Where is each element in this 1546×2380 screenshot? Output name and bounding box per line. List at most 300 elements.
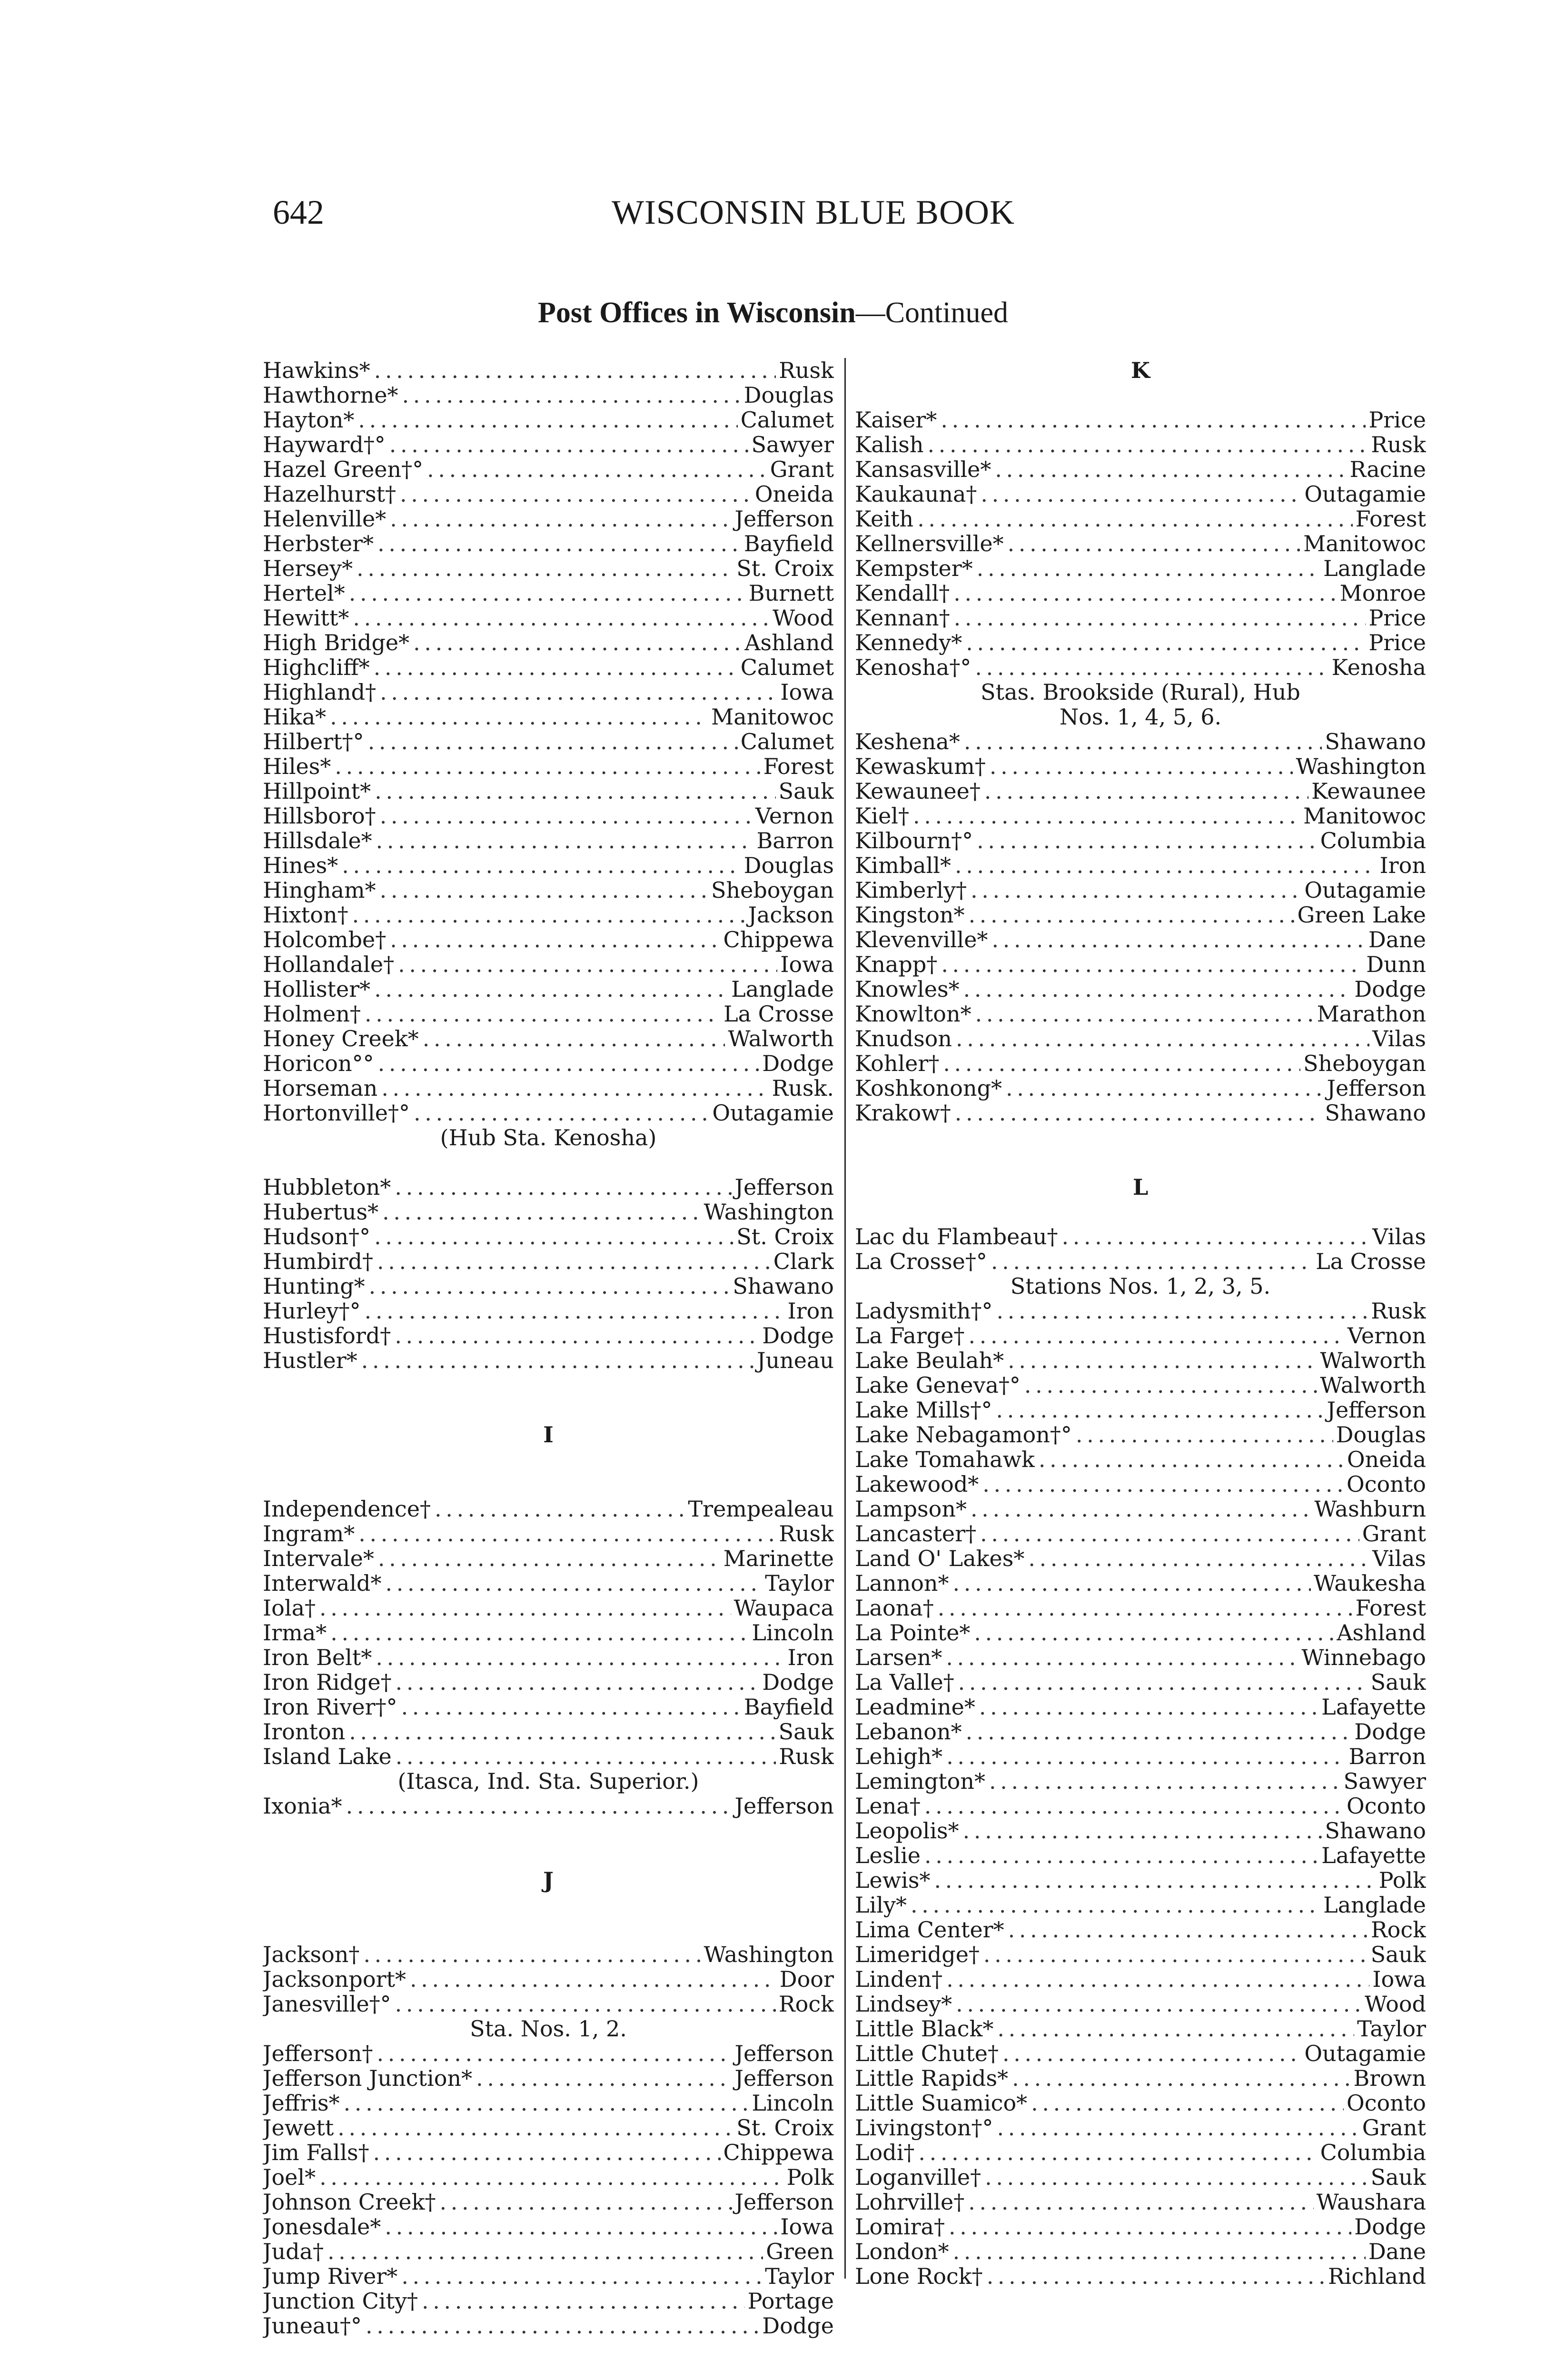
dot-leader xyxy=(342,853,741,878)
post-office-entry xyxy=(855,482,1426,506)
post-office-entry xyxy=(263,952,834,977)
post-office-entry xyxy=(263,556,834,581)
post-office-name: Jonesdale* xyxy=(263,2214,381,2239)
post-office-name: Hunting* xyxy=(263,1274,365,1299)
post-office-entry xyxy=(263,605,834,630)
county-name: Iron xyxy=(787,1299,834,1323)
county-name: Kewaunee xyxy=(1311,779,1426,803)
post-office-name: Iron Belt* xyxy=(263,1645,372,1670)
dot-leader xyxy=(349,581,746,605)
dot-leader xyxy=(382,1200,701,1224)
post-office-entry xyxy=(263,2066,834,2091)
county-name: Forest xyxy=(763,754,834,779)
post-office-name: Lake Geneva†° xyxy=(855,1373,1021,1398)
post-office-name: Linden† xyxy=(855,1967,943,1992)
county-name: Columbia xyxy=(1320,828,1426,853)
county-name: La Crosse xyxy=(723,1002,834,1026)
county-name: Douglas xyxy=(1336,1422,1426,1447)
dot-leader xyxy=(955,853,1377,878)
dot-leader xyxy=(943,1051,1300,1076)
county-name: Dodge xyxy=(762,1323,834,1348)
post-office-name: Hillsdale* xyxy=(263,828,372,853)
dot-leader xyxy=(941,952,1363,977)
dot-leader xyxy=(376,828,754,853)
county-name: Lincoln xyxy=(752,2091,834,2115)
alphabet-heading: K xyxy=(1131,357,1150,383)
county-name: Portage xyxy=(747,2289,834,2313)
county-name: Jefferson xyxy=(734,2190,834,2214)
dot-leader xyxy=(963,977,1352,1002)
dot-leader xyxy=(991,1249,1313,1274)
dot-leader xyxy=(980,1521,1359,1546)
post-office-name: Highcliff* xyxy=(263,655,370,680)
dot-leader xyxy=(380,680,777,704)
post-office-name: Hertel* xyxy=(263,581,345,605)
dot-leader xyxy=(1008,531,1301,556)
dot-leader xyxy=(977,828,1317,853)
dot-leader xyxy=(349,1719,775,1744)
post-office-entry xyxy=(855,407,1426,432)
county-name: Langlade xyxy=(731,977,834,1002)
post-office-name: High Bridge* xyxy=(263,630,410,655)
county-name: Oconto xyxy=(1347,1794,1426,1818)
post-office-name: Livingston†° xyxy=(855,2115,993,2140)
post-office-name: Hurley†° xyxy=(263,1299,361,1323)
post-office-name: Kempster* xyxy=(855,556,973,581)
post-office-name: Kennan† xyxy=(855,605,950,630)
post-office-entry xyxy=(263,2115,834,2140)
post-office-entry xyxy=(263,2091,834,2115)
post-office-entry xyxy=(855,432,1426,457)
county-name: Wood xyxy=(773,605,834,630)
column-divider xyxy=(844,358,846,2279)
post-office-entry xyxy=(855,2041,1426,2066)
county-name: Washington xyxy=(704,1942,834,1967)
post-office-entry xyxy=(855,1769,1426,1794)
dot-leader xyxy=(353,605,770,630)
dot-leader xyxy=(352,902,745,927)
dot-leader xyxy=(934,1868,1376,1893)
post-office-name: Jefferson† xyxy=(263,2041,373,2066)
county-name: Green xyxy=(766,2239,834,2264)
post-office-entry xyxy=(855,1002,1426,1026)
post-office-entry xyxy=(855,754,1426,779)
post-office-name: Jackson† xyxy=(263,1942,360,1967)
post-office-entry xyxy=(263,506,834,531)
post-office-entry xyxy=(855,1917,1426,1942)
county-name: Washington xyxy=(704,1200,834,1224)
dot-leader xyxy=(995,457,1347,482)
dot-leader xyxy=(330,704,708,729)
post-office-entry xyxy=(855,2091,1426,2115)
post-office-name: Island Lake xyxy=(263,1744,392,1769)
post-office-name: Lily* xyxy=(855,1893,907,1917)
post-office-name: Junction City† xyxy=(263,2289,418,2313)
county-name: Grant xyxy=(770,457,834,482)
county-name: Walworth xyxy=(728,1026,834,1051)
post-office-name: Kimberly† xyxy=(855,878,967,902)
post-office-entry xyxy=(855,1249,1426,1274)
county-name: Rusk. xyxy=(772,1076,834,1101)
post-office-name: Herbster* xyxy=(263,531,374,556)
post-office-entry xyxy=(855,1893,1426,1917)
post-office-name: Horicon°° xyxy=(263,1051,374,1076)
dot-leader xyxy=(398,952,777,977)
county-name: Marinette xyxy=(723,1546,834,1571)
county-name: Jefferson xyxy=(734,2041,834,2066)
post-office-entry xyxy=(263,1571,834,1596)
dot-leader xyxy=(335,754,760,779)
county-name: Barron xyxy=(756,828,834,853)
county-name: Waupaca xyxy=(733,1596,834,1620)
post-office-name: Holcombe† xyxy=(263,927,386,952)
dot-leader xyxy=(924,1843,1318,1868)
spacer xyxy=(263,1373,834,1422)
dot-leader xyxy=(977,556,1320,581)
post-office-entry xyxy=(263,754,834,779)
county-name: Shawano xyxy=(733,1274,834,1299)
post-office-name: Ingram* xyxy=(263,1521,355,1546)
post-office-name: Kiel† xyxy=(855,803,910,828)
county-name: Shawano xyxy=(1325,729,1426,754)
post-office-entry xyxy=(263,2165,834,2190)
dot-leader xyxy=(956,1026,1369,1051)
dot-leader xyxy=(377,531,741,556)
dot-leader xyxy=(968,2190,1313,2214)
county-name: Marathon xyxy=(1317,1002,1426,1026)
county-name: Columbia xyxy=(1320,2140,1426,2165)
post-office-entry xyxy=(263,1026,834,1051)
dot-leader xyxy=(395,1992,776,2016)
county-name: Winnebago xyxy=(1301,1645,1426,1670)
county-name: Sauk xyxy=(778,1719,834,1744)
dot-leader xyxy=(400,482,752,506)
post-office-name: Jefferson Junction* xyxy=(263,2066,473,2091)
post-office-name: Joel* xyxy=(263,2165,316,2190)
post-office-entry xyxy=(263,1175,834,1200)
county-name: Dodge xyxy=(762,2313,834,2338)
county-name: Shawano xyxy=(1325,1101,1426,1125)
post-office-name: Juda† xyxy=(263,2239,324,2264)
county-name: Forest xyxy=(1355,1596,1426,1620)
county-name: Calumet xyxy=(740,655,834,680)
post-office-name: Intervale* xyxy=(263,1546,374,1571)
county-name: Sawyer xyxy=(1343,1769,1426,1794)
dot-leader xyxy=(949,2214,1351,2239)
county-name: Outagamie xyxy=(712,1101,834,1125)
post-office-entry xyxy=(855,2165,1426,2190)
post-office-entry xyxy=(263,729,834,754)
post-office-name: Hixton† xyxy=(263,902,348,927)
post-office-name: Lena† xyxy=(855,1794,921,1818)
dot-leader xyxy=(402,383,741,407)
post-office-entry xyxy=(263,1942,834,1967)
post-office-name: Interwald* xyxy=(263,1571,382,1596)
post-office-name: Lomira† xyxy=(855,2214,945,2239)
dot-leader xyxy=(1076,1422,1333,1447)
county-name: Ashland xyxy=(744,630,834,655)
dot-leader xyxy=(427,457,767,482)
post-office-entry xyxy=(263,680,834,704)
post-office-entry xyxy=(263,2239,834,2264)
post-office-entry xyxy=(855,556,1426,581)
dot-leader xyxy=(953,1571,1311,1596)
post-office-name: Humbird† xyxy=(263,1249,373,1274)
post-office-entry xyxy=(263,828,834,853)
post-office-entry xyxy=(263,927,834,952)
post-office-entry xyxy=(855,1348,1426,1373)
post-office-entry xyxy=(263,1521,834,1546)
post-office-name: Hollister* xyxy=(263,977,371,1002)
county-name: Manitowoc xyxy=(711,704,834,729)
post-office-name: Koshkonong* xyxy=(855,1076,1002,1101)
dot-leader xyxy=(380,878,708,902)
dot-leader xyxy=(357,556,733,581)
post-office-entry xyxy=(263,1200,834,1224)
post-office-entry xyxy=(855,1843,1426,1868)
dot-leader xyxy=(984,779,1308,803)
station-note: Stations Nos. 1, 2, 3, 5. xyxy=(1010,1273,1271,1299)
post-office-entry xyxy=(855,2214,1426,2239)
county-name: Dodge xyxy=(762,1670,834,1695)
county-name: Sauk xyxy=(778,779,834,803)
dot-leader xyxy=(987,2264,1325,2289)
post-office-entry xyxy=(263,482,834,506)
county-name: Calumet xyxy=(740,407,834,432)
post-office-name: Horseman xyxy=(263,1076,378,1101)
county-name: Sauk xyxy=(1370,1942,1426,1967)
post-office-entry xyxy=(263,1794,834,1818)
post-office-name: Hillsboro† xyxy=(263,803,376,828)
post-office-name: Larsen* xyxy=(855,1645,942,1670)
post-office-entry xyxy=(855,1645,1426,1670)
county-name: Vernon xyxy=(755,803,834,828)
dot-leader xyxy=(955,1101,1322,1125)
spacer xyxy=(263,1150,834,1175)
post-office-entry xyxy=(855,1497,1426,1521)
dot-leader xyxy=(363,1942,701,1967)
post-office-entry xyxy=(263,2190,834,2214)
dot-leader xyxy=(374,1224,733,1249)
county-name: Dane xyxy=(1368,2239,1426,2264)
post-office-name: Knudson xyxy=(855,1026,952,1051)
dot-leader xyxy=(990,754,1293,779)
dot-leader xyxy=(423,1026,725,1051)
post-office-name: Lake Nebagamon†° xyxy=(855,1422,1072,1447)
county-name: Walworth xyxy=(1320,1348,1426,1373)
post-office-entry xyxy=(263,1670,834,1695)
post-office-name: Little Chute† xyxy=(855,2041,999,2066)
dot-leader xyxy=(380,803,753,828)
dot-leader xyxy=(966,1719,1352,1744)
post-office-entry xyxy=(263,1620,834,1645)
post-office-name: Lancaster† xyxy=(855,1521,977,1546)
post-office-name: Kellnersville* xyxy=(855,531,1004,556)
post-office-entry xyxy=(263,1323,834,1348)
post-office-name: Iron Ridge† xyxy=(263,1670,392,1695)
post-office-entry xyxy=(263,1051,834,1076)
post-office-entry xyxy=(855,1076,1426,1101)
post-office-name: Knowlton* xyxy=(855,1002,971,1026)
county-name: Jefferson xyxy=(734,506,834,531)
county-name: Iowa xyxy=(780,2214,834,2239)
dot-leader xyxy=(330,1620,749,1645)
post-office-entry xyxy=(855,803,1426,828)
spacer xyxy=(263,1818,834,1868)
county-name: Waukesha xyxy=(1313,1571,1426,1596)
dot-leader xyxy=(377,2041,732,2066)
county-name: Oconto xyxy=(1347,1472,1426,1497)
post-office-name: Jeffris* xyxy=(263,2091,340,2115)
county-name: Jefferson xyxy=(734,1794,834,1818)
post-office-entry xyxy=(263,2289,834,2313)
dot-leader xyxy=(368,729,738,754)
county-name: Vilas xyxy=(1372,1026,1426,1051)
county-name: Iowa xyxy=(780,680,834,704)
post-office-entry xyxy=(263,853,834,878)
county-name: Douglas xyxy=(743,383,834,407)
dot-leader xyxy=(911,1893,1320,1917)
county-name: Jefferson xyxy=(734,2066,834,2091)
post-office-entry xyxy=(263,581,834,605)
dot-leader xyxy=(361,1348,754,1373)
dot-leader xyxy=(358,407,737,432)
dot-leader xyxy=(975,1002,1314,1026)
dot-leader xyxy=(401,2264,762,2289)
county-name: Polk xyxy=(1378,1868,1426,1893)
dot-leader xyxy=(366,2313,759,2338)
county-name: Rusk xyxy=(779,1744,834,1769)
dot-leader xyxy=(938,1596,1353,1620)
post-office-name: Leslie xyxy=(855,1843,921,1868)
dot-leader xyxy=(435,1497,685,1521)
post-office-entry xyxy=(263,383,834,407)
post-office-name: Hortonville†° xyxy=(263,1101,410,1125)
post-office-name: Kaukauna† xyxy=(855,482,977,506)
post-office-entry xyxy=(855,1373,1426,1398)
post-office-entry xyxy=(263,2041,834,2066)
post-office-name: Jewett xyxy=(263,2115,334,2140)
post-office-entry xyxy=(855,2115,1426,2140)
post-office-entry xyxy=(855,2140,1426,2165)
post-office-entry xyxy=(263,1274,834,1299)
county-name: Richland xyxy=(1328,2264,1426,2289)
post-office-name: Little Black* xyxy=(855,2016,994,2041)
post-office-name: Klevenville* xyxy=(855,927,988,952)
dot-leader xyxy=(413,630,742,655)
county-name: Sheboygan xyxy=(711,878,834,902)
dot-leader xyxy=(979,1695,1318,1719)
post-office-name: Jim Falls† xyxy=(263,2140,369,2165)
dot-leader xyxy=(396,1670,760,1695)
post-office-name: Kennedy* xyxy=(855,630,962,655)
county-name: Sauk xyxy=(1370,1670,1426,1695)
alphabet-heading: J xyxy=(543,1867,554,1893)
dot-leader xyxy=(378,1051,760,1076)
county-name: Dane xyxy=(1368,927,1426,952)
dot-leader xyxy=(319,1596,731,1620)
county-name: Oconto xyxy=(1347,2091,1426,2115)
post-office-name: Keshena* xyxy=(855,729,960,754)
post-office-name: Hustisford† xyxy=(263,1323,391,1348)
post-office-entry xyxy=(855,779,1426,803)
post-office-name: Ixonia* xyxy=(263,1794,342,1818)
dot-leader xyxy=(1024,1373,1317,1398)
post-office-entry xyxy=(263,1992,834,2016)
dot-leader xyxy=(971,878,1301,902)
dot-leader xyxy=(410,1967,777,1992)
post-office-name: Lemington* xyxy=(855,1769,985,1794)
dot-leader xyxy=(375,779,775,803)
post-office-name: La Crosse†° xyxy=(855,1249,987,1274)
post-office-entry xyxy=(855,1596,1426,1620)
county-name: Rusk xyxy=(779,358,834,383)
county-name: Jefferson xyxy=(1327,1398,1426,1422)
post-office-name: London* xyxy=(855,2239,949,2264)
post-office-name: Hubertus* xyxy=(263,1200,379,1224)
post-office-entry xyxy=(263,531,834,556)
post-office-entry xyxy=(855,977,1426,1002)
station-note: Sta. Nos. 1, 2. xyxy=(470,2016,627,2042)
post-office-entry xyxy=(855,927,1426,952)
post-office-name: Kalish xyxy=(855,432,924,457)
post-office-entry xyxy=(263,1546,834,1571)
post-office-entry xyxy=(855,2239,1426,2264)
dot-leader xyxy=(966,630,1366,655)
dot-leader xyxy=(918,2140,1317,2165)
county-name: Manitowoc xyxy=(1303,531,1426,556)
post-office-entry xyxy=(855,581,1426,605)
county-name: Grant xyxy=(1362,2115,1426,2140)
dot-leader xyxy=(390,506,732,531)
post-office-entry xyxy=(855,1670,1426,1695)
spacer xyxy=(855,1200,1426,1224)
county-name: Rusk xyxy=(1371,432,1426,457)
dot-leader xyxy=(975,655,1328,680)
county-name: Dunn xyxy=(1366,952,1426,977)
county-name: Vilas xyxy=(1372,1224,1426,1249)
post-office-entry xyxy=(263,1744,834,1769)
post-office-name: Hayward†° xyxy=(263,432,386,457)
dot-leader xyxy=(1008,1348,1317,1373)
post-office-entry xyxy=(263,1967,834,1992)
post-office-entry xyxy=(263,704,834,729)
post-office-entry xyxy=(855,605,1426,630)
post-office-name: Lone Rock† xyxy=(855,2264,983,2289)
post-office-entry xyxy=(855,2016,1426,2041)
county-name: Door xyxy=(779,1967,834,1992)
post-office-name: La Pointe* xyxy=(855,1620,971,1645)
post-office-name: La Valle† xyxy=(855,1670,954,1695)
county-name: Barron xyxy=(1348,1744,1426,1769)
county-name: Taylor xyxy=(1357,2016,1426,2041)
post-office-name: Lac du Flambeau† xyxy=(855,1224,1058,1249)
post-office-name: Krakow† xyxy=(855,1101,951,1125)
dot-leader xyxy=(956,1992,1362,2016)
post-office-name: Hawthorne* xyxy=(263,383,398,407)
post-office-name: Kilbourn†° xyxy=(855,828,973,853)
county-name: Rock xyxy=(1371,1917,1426,1942)
post-office-entry xyxy=(263,1719,834,1744)
county-name: Clark xyxy=(773,1249,834,1274)
county-name: Outagamie xyxy=(1304,878,1426,902)
dot-leader xyxy=(1028,1546,1369,1571)
county-name: St. Croix xyxy=(736,1224,834,1249)
county-name: Kenosha xyxy=(1331,655,1426,680)
dot-leader xyxy=(378,1546,721,1571)
county-name: Oneida xyxy=(1347,1447,1426,1472)
dot-leader xyxy=(991,927,1365,952)
